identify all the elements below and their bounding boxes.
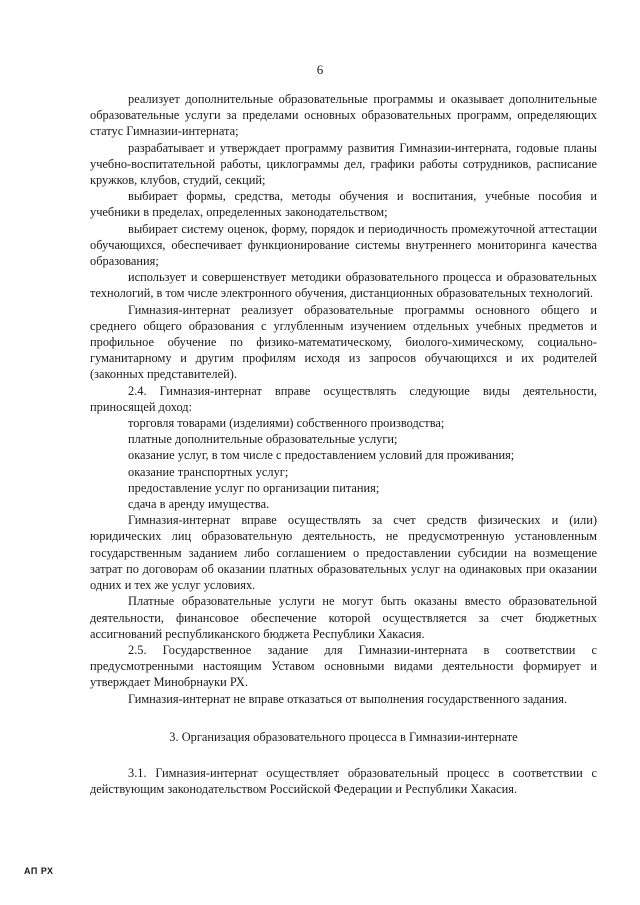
list-item: оказание транспортных услуг; <box>128 464 289 479</box>
page-number: 6 <box>316 62 324 77</box>
paragraph: 3.1. Гимназия-интернат осуществляет образовательный процесс в соответствии с действующим законодательством Российской Федерации и Республики Хакасия. <box>90 765 597 797</box>
list-item: сдача в аренду имущества. <box>128 497 270 512</box>
paragraph: 2.5. Государственное задание для Гимназии-интерната в соответствии с предусмотренными настоящим Уставом основными видами деятельности формирует и утверждает Минобрнауки РХ. <box>90 642 597 690</box>
paragraph: Гимназия-интернат вправе осуществлять за счет средств физических и (или) юридических лиц образовательную деятельность, не предусмотренную установленным государственным заданием либо соглашением о предоставлении субсидии на возмещение затрат по договорам об оказании платных образовательных услуг на одинаковых при оказании одних и тех же услуг условиях. <box>90 513 597 593</box>
paragraph: Гимназия-интернат не вправе отказаться от выполнения государственного задания. <box>128 691 568 706</box>
paragraph: Гимназия-интернат реализует образовательные программы основного общего и среднего общего образования с углубленным изучением отдельных учебных предметов и профильное обучение по физико-математическому, биолого-химическому, социально-гуманитарному и другим профилям исходя из запросов обучающихся и их родителей (законных представителей). <box>90 302 597 382</box>
list-item: оказание услуг, в том числе с предоставлением условий для проживания; <box>128 448 515 463</box>
paragraph: выбирает систему оценок, форму, порядок и периодичность промежуточной аттестации обучающихся, обеспечивает функционирование системы внутреннего мониторинга качества образования; <box>90 221 597 269</box>
paragraph: разрабатывает и утверждает программу развития Гимназии-интерната, годовые планы учебно-воспитательной работы, циклограммы дел, графики работы сотрудников, расписание кружков, клубов, студий, секций; <box>90 140 597 188</box>
paragraph: Платные образовательные услуги не могут быть оказаны вместо образовательной деятельности, финансовое обеспечение которой осуществляется за счет бюджетных ассигнований республиканского бюджета Республики Хакасия. <box>90 594 597 641</box>
list-item: торговля товарами (изделиями) собственного производства; <box>128 416 445 431</box>
archive-stamp: АП РХ <box>24 866 54 876</box>
document-body <box>90 91 597 797</box>
list-item: предоставление услуг по организации питания; <box>128 480 380 495</box>
paragraph: выбирает формы, средства, методы обучения и воспитания, учебные пособия и учебники в пределах, определенных законодательством; <box>90 189 597 220</box>
paragraph: 2.4. Гимназия-интернат вправе осуществлять следующие виды деятельности, приносящей доход: <box>90 383 597 414</box>
list-item: платные дополнительные образовательные услуги; <box>128 432 398 447</box>
section-heading: 3. Организация образовательного процесса в Гимназии-интернате <box>169 729 518 744</box>
paragraph: использует и совершенствует методики образовательного процесса и образовательных технологий, в том числе электронного обучения, дистанционных образовательных технологий. <box>90 270 597 301</box>
paragraph: реализует дополнительные образовательные программы и оказывает дополнительные образовательные услуги за пределами основных образовательных программ, определяющих статус Гимназии-интерната; <box>90 92 597 139</box>
